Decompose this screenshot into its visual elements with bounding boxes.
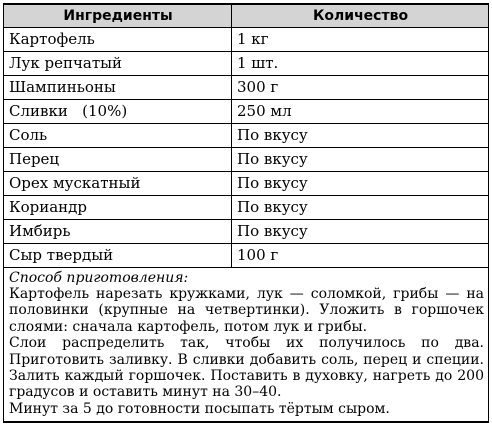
ingredient-cell: Имбирь [4,219,232,243]
quantity-cell: 1 шт. [232,51,489,75]
header-quantity: Количество [232,4,489,27]
method-cell [4,267,489,422]
ingredient-cell: Картофель [4,27,232,51]
table-row [4,195,489,219]
recipe-table [3,3,489,423]
method-paragraph: Минут за 5 до готовности посыпать тёртым сыром. [9,400,390,417]
ingredient-cell: Перец [4,147,232,171]
ingredient-cell: Орех мускатный [4,171,232,195]
ingredient-cell: Соль [4,123,232,147]
quantity-cell: По вкусу [232,171,489,195]
table-row [4,243,489,267]
table-row [4,147,489,171]
ingredient-cell: Лук репчатый [4,51,232,75]
method-row [4,267,489,422]
table-body [4,27,489,422]
table-row [4,27,489,51]
ingredient-cell: Сыр твердый [4,243,232,267]
quantity-cell: 100 г [232,243,489,267]
table-row [4,99,489,123]
table-row [4,75,489,99]
table-row [4,219,489,243]
table-row [4,171,489,195]
header-row [4,4,489,27]
quantity-cell: По вкусу [232,195,489,219]
table-row [4,123,489,147]
table-row [4,51,489,75]
ingredient-cell: Кориандр [4,195,232,219]
header-ingredients: Ингредиенты [4,4,232,27]
quantity-cell: 1 кг [232,27,489,51]
quantity-cell: 250 мл [232,99,489,123]
quantity-cell: По вкусу [232,147,489,171]
table-header [4,4,489,27]
method-title: Способ приготовления: [9,269,189,286]
method-paragraph: Картофель нарезать кружками, лук — соломкой, грибы — на половинки (крупные на четвертинки). Уложить в горшочек слоями: сначала картофель, потом лук и грибы. [9,285,484,335]
ingredient-cell: Шампиньоны [4,75,232,99]
ingredient-cell: Сливки (10%) [4,99,232,123]
quantity-cell: По вкусу [232,219,489,243]
quantity-cell: По вкусу [232,123,489,147]
quantity-cell: 300 г [232,75,489,99]
method-paragraph: Слои распределить так, чтобы их получилось по два. Приготовить заливку. В сливки добавить соль, перец и специи. Залить каждый горшочек. Поставить в духовку, нагреть до 200 градусов и оставить минут на 30–40. [9,335,484,401]
